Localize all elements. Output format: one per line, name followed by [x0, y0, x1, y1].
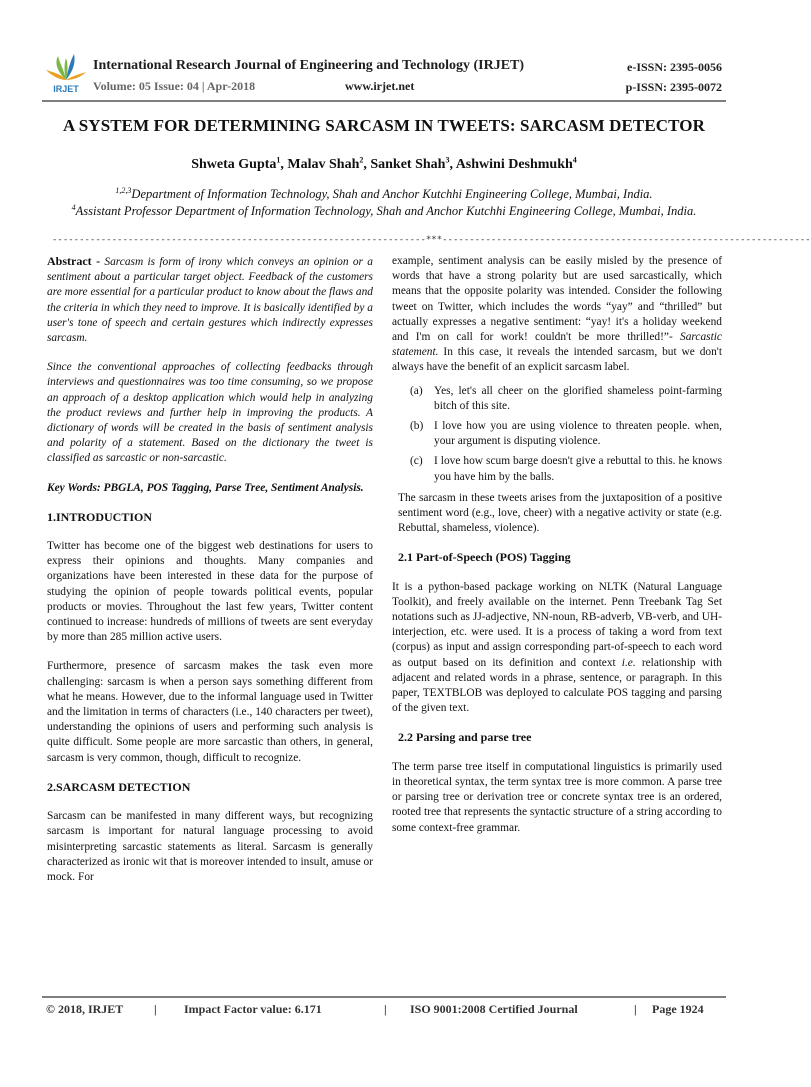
section-heading-pos: 2.1 Part-of-Speech (POS) Tagging — [398, 550, 571, 565]
list-item — [410, 419, 722, 449]
affiliation-sup: 4 — [71, 202, 76, 212]
example-list — [410, 384, 722, 485]
logo-text: IRJET — [53, 84, 79, 94]
e-issn: e-ISSN: 2395-0056 — [627, 60, 722, 74]
affiliation-2 — [50, 203, 718, 220]
paragraph-italic: Sarcastic statement. — [392, 331, 722, 359]
paragraph-text: relationship with adjacent and related words in a phrase, sentence, or paragraph. In this paper, TEXTBLOB was deployed to calculate POS tagging and parsing of the given text. — [392, 656, 722, 715]
journal-volume: Volume: 05 Issue: 04 | Apr-2018 — [93, 79, 256, 93]
author-sup: 3 — [445, 155, 450, 165]
author-name: Shweta Gupta — [191, 157, 277, 172]
affiliation-sup: 1,2,3 — [115, 185, 132, 195]
footer-divider: | — [154, 1002, 157, 1016]
list-item-text: I love how scum barge doesn't give a rebuttal to this. he knows you have him by the balls. — [434, 455, 722, 483]
author-name: Malav Shah — [287, 157, 360, 172]
section-heading-parsing: 2.2 Parsing and parse tree — [398, 730, 532, 745]
list-item-label: (c) — [410, 455, 423, 468]
sarcasm-paragraph-1: Sarcasm can be manifested in many different ways, but recognizing sarcasm is important for natural language processing to avoid misinterpreting sarcastic statements as literal. Sarcasm is generally characterized as ironic wit that is moreover intended to insult, amuse or mock. For — [47, 810, 373, 883]
section-heading-sarcasm: 2.SARCASM DETECTION — [47, 779, 191, 794]
right-column — [392, 254, 722, 836]
paragraph-text: It is a python-based package working on NLTK (Natural Language Toolkit), and freely available on the internet. Penn Treebank Tag Set notations such as JJ-adjective, NN-noun, RB-adverb, VB-verb, and UH-interjection, etc. were used. It is a process of taking a word from text (corpus) as input and assign corresponding part-of-speech to each word as output based on its definition and context — [392, 580, 722, 669]
footer-divider: | — [384, 1002, 387, 1016]
abstract-text-2: Since the conventional approaches of collecting feedbacks through interviews and questionnaires was too time consuming, so we propose an approach of a desktop application which would help in analyzing the product reviews and further help in improving the products. A dictionary of words will be created in the basis of sentiment analysis and polarity of a statement. Based on the dictionary the tweet is classified as sarcastic or non-sarcastic. — [47, 361, 373, 465]
paragraph-text: example, sentiment analysis can be easily misled by the presence of words that have a strong polarity but are used sarcastically, which means that the opposite polarity was intended. Consider the following tweet on Twitter, which includes the words “yay” and “thrilled” but actually expresses a negative sentiment: “yay! it's a holiday weekend and I'm on call for work! couldn't be more thrilled!”- — [392, 255, 722, 344]
keywords — [47, 481, 373, 496]
author-name: Ashwini Deshmukh — [455, 157, 573, 172]
right-paragraph-1 — [392, 254, 722, 376]
keywords-label: Key Words: — [47, 481, 101, 494]
list-item-text: I love how you are using violence to threaten people. when, your argument is disputing violence. — [434, 420, 722, 448]
list-item-text: Yes, let's all cheer on the glorified shameless point-farming bitch of this site. — [434, 384, 722, 412]
footer-copyright: © 2018, IRJET — [46, 1002, 124, 1016]
affiliation-text: Assistant Professor Department of Information Technology, Shah and Anchor Kutchhi Engineering College, Mumbai, India. — [75, 204, 697, 218]
footer-iso: ISO 9001:2008 Certified Journal — [410, 1002, 578, 1016]
author-sup: 2 — [359, 155, 364, 165]
p-issn: p-ISSN: 2395-0072 — [625, 80, 722, 94]
section-separator: ---------------------------------------------------------------------***-------------------------------------------------------------------- — [52, 235, 811, 245]
parse-paragraph: The term parse tree itself in computational linguistics is primarily used in theoretical syntax, the term syntax tree is more common. A parse tree or parsing tree or derivation tree or concrete syntax tree is an ordered, rooted tree that represents the syntactic structure of a string according to some context-free grammar. — [392, 760, 722, 834]
list-item-label: (b) — [410, 420, 424, 433]
affiliation-1 — [50, 186, 718, 203]
intro-paragraph-2: Furthermore, presence of sarcasm makes the task even more challenging: sarcasm is when a person says something different from what he means. However, due to the informal language used in Twitter and the limitation in terms of characters (i.e., 140 characters per tweet), understanding the opinions of users and performing such analysis is quite difficult. Some people are more sarcastic than others, in general, sarcasm is very common, though, difficult to recognize. — [47, 660, 373, 764]
author-sup: 1 — [276, 155, 281, 165]
list-item-label: (a) — [410, 384, 423, 397]
journal-website-link[interactable]: www.irjet.net — [345, 79, 415, 93]
header-rule — [42, 100, 726, 102]
intro-paragraph-1: Twitter has become one of the biggest web destinations for users to express their opinions and thoughts. Many companies and organizations have been interested in these data for the purpose of studying the opinion of people towards political events, popular products or movies. Throughout the last few years, Twitter content continued to increase: hundreds of millions of tweets are sent everyday by more than 285 million active users. — [47, 540, 373, 644]
author-list: Shweta Gupta$^1$, Malav Shah$^2$, Sanket Shah$^3$, Ashwini Deshmukh$^4$ — [191, 155, 577, 172]
paragraph-text: In this case, it reveals the intended sarcasm, but we don't always have the benefit of an explicit sarcasm label. — [392, 346, 722, 374]
right-paragraph-2: The sarcasm in these tweets arises from the juxtaposition of a positive sentiment word (e.g., love, cheer) with a negative activity or state (e.g. Rebuttal, shameless, violence). — [398, 491, 722, 535]
author-sup: 4 — [572, 155, 577, 165]
keywords-text: PBGLA, POS Tagging, Parse Tree, Sentiment Analysis. — [103, 481, 364, 494]
abstract — [47, 254, 373, 346]
section-heading-introduction: 1.INTRODUCTION — [47, 509, 153, 524]
footer-impact-factor: Impact Factor value: 6.171 — [184, 1002, 322, 1016]
page-footer — [46, 1002, 722, 1017]
footer-divider: | — [634, 1002, 637, 1016]
footer-rule — [42, 996, 726, 998]
paper-title: A SYSTEM FOR DETERMINING SARCASM IN TWEETS: SARCASM DETECTOR — [62, 116, 706, 135]
list-item — [410, 454, 722, 484]
abstract-text-1: Sarcasm is form of irony which conveys an opinion or a sentiment about a particular target object. Feedback of the customers are more essential for a particular product to know about the flaws and the criteria in which they need to improve. It is basically identified by a user's tone of speech and certain gestures which indirectly expresses sarcasm. — [47, 256, 373, 345]
paragraph-italic: i.e. — [621, 656, 636, 669]
affiliation-text: Department of Information Technology, Shah and Anchor Kutchhi Engineering College, Mumbai, India. — [131, 187, 653, 201]
abstract-label: Abstract - — [47, 254, 101, 268]
journal-name: International Research Journal of Engineering and Technology (IRJET) — [93, 58, 525, 73]
journal-logo-icon — [44, 50, 88, 94]
left-column — [47, 254, 373, 885]
affiliations — [50, 186, 718, 220]
list-item — [410, 384, 722, 414]
pos-paragraph — [392, 580, 722, 717]
footer-page-number: Page 1924 — [652, 1002, 704, 1016]
author-name: Sanket Shah — [370, 157, 446, 172]
